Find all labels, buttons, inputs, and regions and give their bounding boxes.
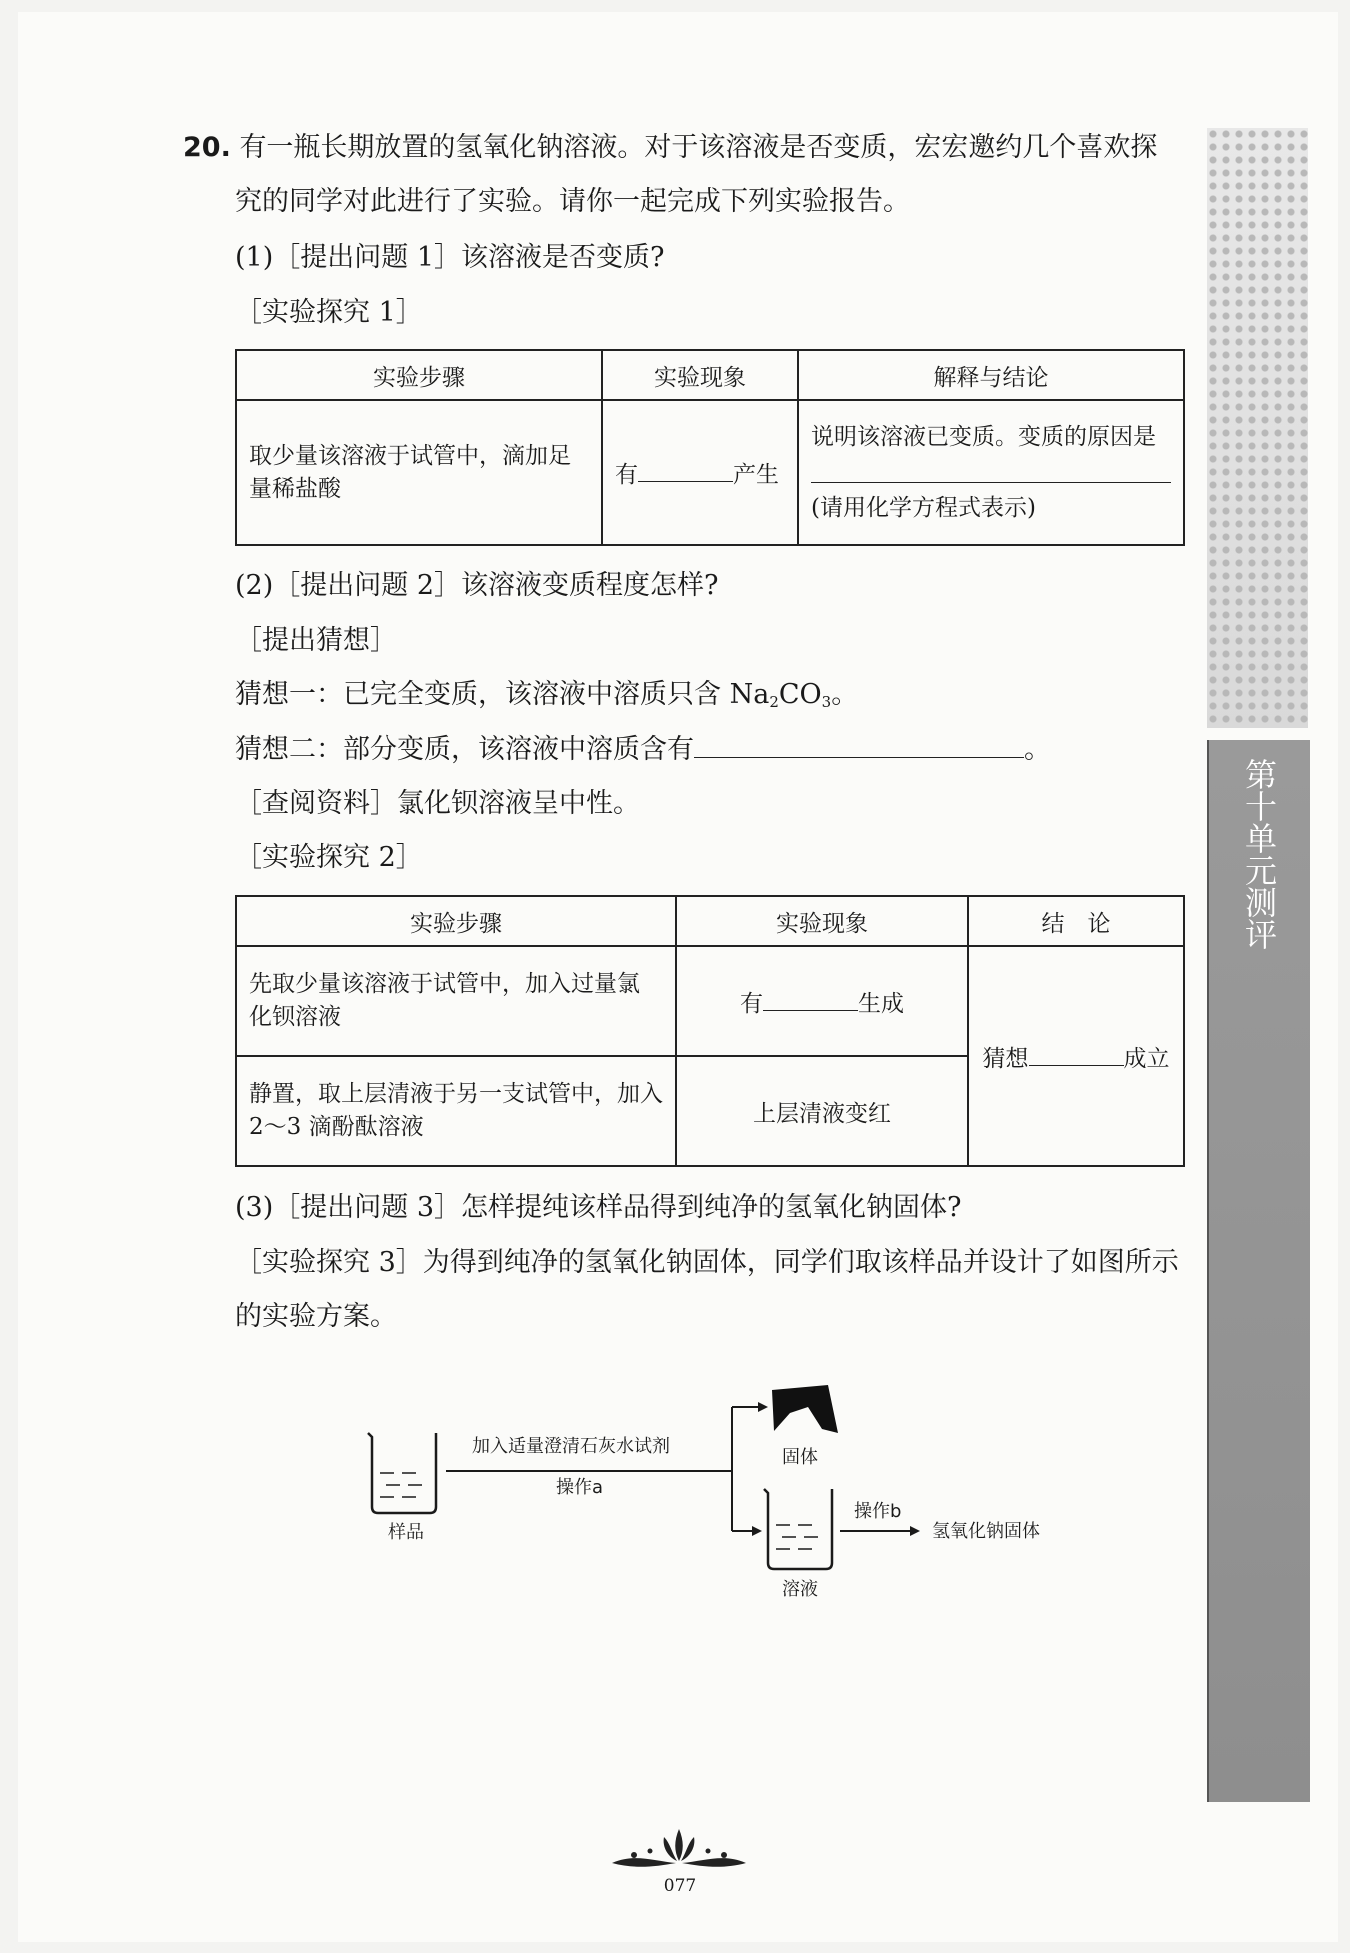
table1-step-line2: 量稀盐酸 (249, 475, 341, 502)
hypo1-sub-3: 3 (821, 693, 832, 711)
arrow-head-top-icon (758, 1402, 768, 1412)
table2-row1-phen-suffix: 生成 (858, 990, 904, 1017)
solid-icon (772, 1385, 838, 1433)
table1-phen-blank[interactable] (638, 459, 733, 482)
hypo1-end: 。 (831, 679, 859, 710)
reference-info: ［查阅资料］氯化钡溶液呈中性。 (235, 788, 640, 819)
table2-row1-phen-blank[interactable] (763, 988, 858, 1011)
table1-header-conclusion: 解释与结论 (798, 350, 1184, 400)
table2-header-conclusion: 结 论 (968, 896, 1184, 946)
table1-phen-prefix: 有 (615, 462, 638, 488)
product-label: 氢氧化钠固体 (932, 1521, 1040, 1542)
solution-beaker-icon (764, 1489, 832, 1569)
table2-row2-step-line2: 2～3 滴酚酞溶液 (249, 1114, 424, 1140)
solid-label: 固体 (782, 1447, 818, 1468)
arrow-head-bottom-icon (752, 1526, 762, 1536)
part1-question: (1)［提出问题 1］该溶液是否变质? (235, 242, 665, 273)
hypo1-text: 猜想一：已完全变质，该溶液中溶质只含 Na (235, 679, 770, 710)
part3-exp-line1: ［实验探究 3］为得到纯净的氢氧化钠固体，同学们取该样品并设计了如图所示 (235, 1247, 1179, 1278)
table2-row1-step-line1: 先取少量该溶液于试管中，加入过量氯 (249, 971, 640, 997)
hypo2-text: 猜想二：部分变质，该溶液中溶质含有 (235, 734, 694, 765)
part2-hypo-title: ［提出猜想］ (235, 625, 397, 656)
table1-phenomenon-cell (602, 400, 798, 545)
table1-conclusion-line1: 说明该溶液已变质。变质的原因是 (811, 424, 1156, 450)
side-tab-title: 第十单元测评 (1240, 758, 1278, 950)
part1-exp-title: ［实验探究 1］ (235, 297, 423, 328)
table2-conclusion-prefix: 猜想 (982, 1045, 1029, 1072)
table2-row1-step (236, 946, 676, 1056)
side-tab-pattern (1207, 128, 1308, 728)
question-intro-line1 (183, 130, 1157, 166)
hypo1-sub-2: 2 (769, 693, 779, 711)
table2-row2-phenomenon: 上层清液变红 (676, 1056, 968, 1166)
part3-question: (3)［提出问题 3］怎样提纯该样品得到纯净的氢氧化钠固体? (235, 1192, 962, 1223)
intro-text-1: 有一瓶长期放置的氢氧化钠溶液。对于该溶液是否变质，宏宏邀约几个喜欢探 (239, 132, 1158, 163)
table2-conclusion-suffix: 成立 (1123, 1045, 1170, 1072)
table1-header-phenomenon: 实验现象 (602, 350, 798, 400)
part2-exp-title: ［实验探究 2］ (235, 842, 423, 873)
table2-header-step: 实验步骤 (236, 896, 676, 946)
arrow-head-right-icon (910, 1526, 920, 1536)
table1-step-line1: 取少量该溶液于试管中，滴加足 (249, 442, 571, 469)
table1-header-step: 实验步骤 (236, 350, 602, 400)
table2-conclusion-cell (968, 946, 1184, 1166)
part3-exp-line2: 的实验方案。 (235, 1301, 397, 1332)
hypo2-end: 。 (1024, 734, 1051, 765)
experiment-table-2 (235, 895, 1185, 1167)
hypo1-co: CO (778, 679, 822, 710)
purification-diagram (360, 1385, 1080, 1615)
experiment-table-1 (235, 349, 1185, 546)
table2-row2-step (236, 1056, 676, 1166)
table1-phen-suffix: 产生 (733, 462, 779, 488)
operation-b-label: 操作b (854, 1501, 902, 1522)
table2-row1-phenomenon (676, 946, 968, 1056)
table1-step-cell (236, 400, 602, 545)
sample-label: 样品 (388, 1522, 424, 1543)
table2-header-phenomenon: 实验现象 (676, 896, 968, 946)
question-number: 20. (183, 132, 231, 163)
solution-label: 溶液 (782, 1579, 818, 1600)
question-intro-line2: 究的同学对此进行了实验。请你一起完成下列实验报告。 (235, 186, 910, 217)
hypo2-blank[interactable] (694, 735, 1024, 758)
part2-question: (2)［提出问题 2］该溶液变质程度怎样? (235, 570, 719, 601)
page-number: 077 (663, 1876, 697, 1896)
table2-row1-step-line2: 化钡溶液 (249, 1004, 341, 1030)
sample-beaker-icon (368, 1433, 436, 1513)
table1-equation-blank[interactable] (811, 454, 1171, 483)
hypothesis-1 (235, 677, 858, 720)
table2-conclusion-blank[interactable] (1029, 1043, 1124, 1066)
table1-conclusion-cell (798, 400, 1184, 545)
table2-row2-step-line1: 静置，取上层清液于另一支试管中，加入 (249, 1081, 663, 1107)
table2-row1-phen-prefix: 有 (740, 990, 763, 1017)
reagent-label: 加入适量澄清石灰水试剂 (472, 1436, 670, 1457)
hypothesis-2 (235, 732, 1051, 768)
table1-conclusion-line3: (请用化学方程式表示) (811, 495, 1036, 521)
operation-a-label: 操作a (556, 1477, 604, 1498)
floral-ornament-icon (604, 1825, 754, 1875)
